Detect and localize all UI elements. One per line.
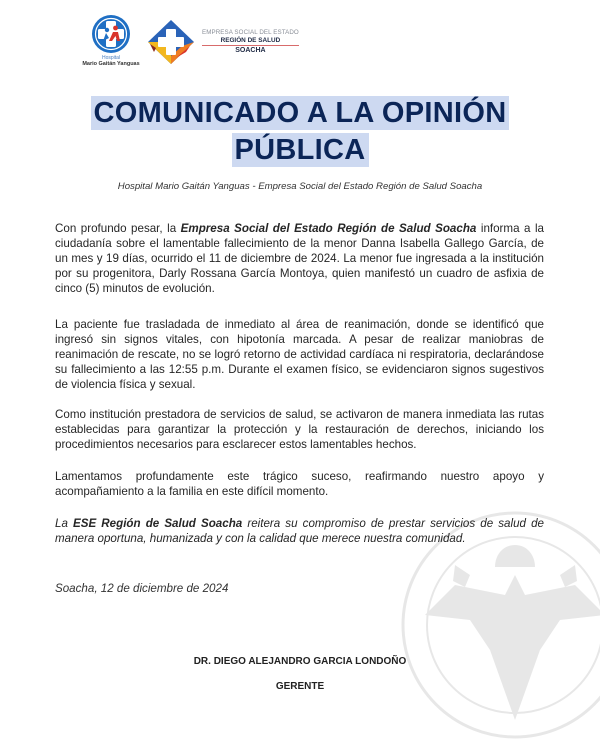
- hospital-cross-family-icon: [91, 14, 131, 54]
- ese-logo: [146, 18, 299, 66]
- signatory-role: GERENTE: [275, 681, 325, 692]
- title-line-2: PÚBLICA: [232, 133, 369, 167]
- page-title: [0, 96, 600, 167]
- paragraph-1-body: informa a la ciudadanía sobre el lamentable fallecimiento de la menor Danna Isabella Gallego García, de un mes y 19 días, ocurrido el 11 de diciembre de 2024. La menor fue ingresada a la institución por su progenitora, Darly Rossana García Montoya, quien manifestó un cuadro de asfixia de cinco (5) minutos de evolución.: [55, 222, 545, 295]
- paragraph-1-entity: Empresa Social del Estado Región de Salud Soacha: [180, 222, 477, 235]
- ese-logo-text: [202, 29, 299, 56]
- signatory-name: DR. DIEGO ALEJANDRO GARCIA LONDOÑO: [193, 656, 407, 667]
- paragraph-5-body: reitera su compromiso de prestar servicios de salud de manera oportuna, humanizada y con la calidad que merece nuestra comunidad.: [55, 517, 544, 545]
- paragraph-2: La paciente fue trasladada de inmediato al área de reanimación, donde se identificó que ingresó sin signos vitales, con hipotonía marcada. A pesar de realizar maniobras de reanimación de rescate, no se logró retorno de actividad cardíaca ni respiratoria, declarándose su fallecimiento a las 12:55 p.m. Durante el examen físico, se evidenciaron signos sugestivos de violencia física y sexual.: [55, 318, 544, 391]
- paragraph-5-entity: ESE Región de Salud Soacha: [73, 517, 243, 530]
- paragraph-5: [55, 516, 544, 546]
- title-line-1: COMUNICADO A LA OPINIÓN: [91, 96, 510, 130]
- hospital-caption-line2: Mario Gaitán Yanguas: [82, 61, 140, 67]
- document-date: Soacha, 12 de diciembre de 2024: [55, 582, 229, 595]
- hospital-logo: [70, 14, 152, 68]
- paragraph-3: Como institución prestadora de servicios de salud, se activaron de manera inmediata las rutas establecidas para garantizar la protección y la restauración de derechos, iniciando los procedimientos necesarios para esclarecer estos lamentables hechos.: [55, 408, 544, 451]
- subtitle: Hospital Mario Gaitán Yanguas - Empresa Social del Estado Región de Salud Soacha: [117, 181, 483, 192]
- ese-diamond-cross-icon: [146, 18, 196, 66]
- ese-logo-line1: EMPRESA SOCIAL DEL ESTADO: [202, 28, 299, 36]
- paragraph-1: [55, 221, 544, 296]
- paragraph-1-intro: Con profundo pesar, la: [55, 222, 181, 235]
- paragraph-4: Lamentamos profundamente este trágico suceso, reafirmando nuestro apoyo y acompañamiento a la familia en este difícil momento.: [55, 470, 544, 498]
- ese-logo-line3: SOACHA: [235, 46, 266, 54]
- ese-logo-line2: REGIÓN DE SALUD: [202, 37, 299, 46]
- paragraph-5-intro: La: [55, 517, 73, 530]
- hospital-caption-line1: Hospital: [101, 55, 121, 61]
